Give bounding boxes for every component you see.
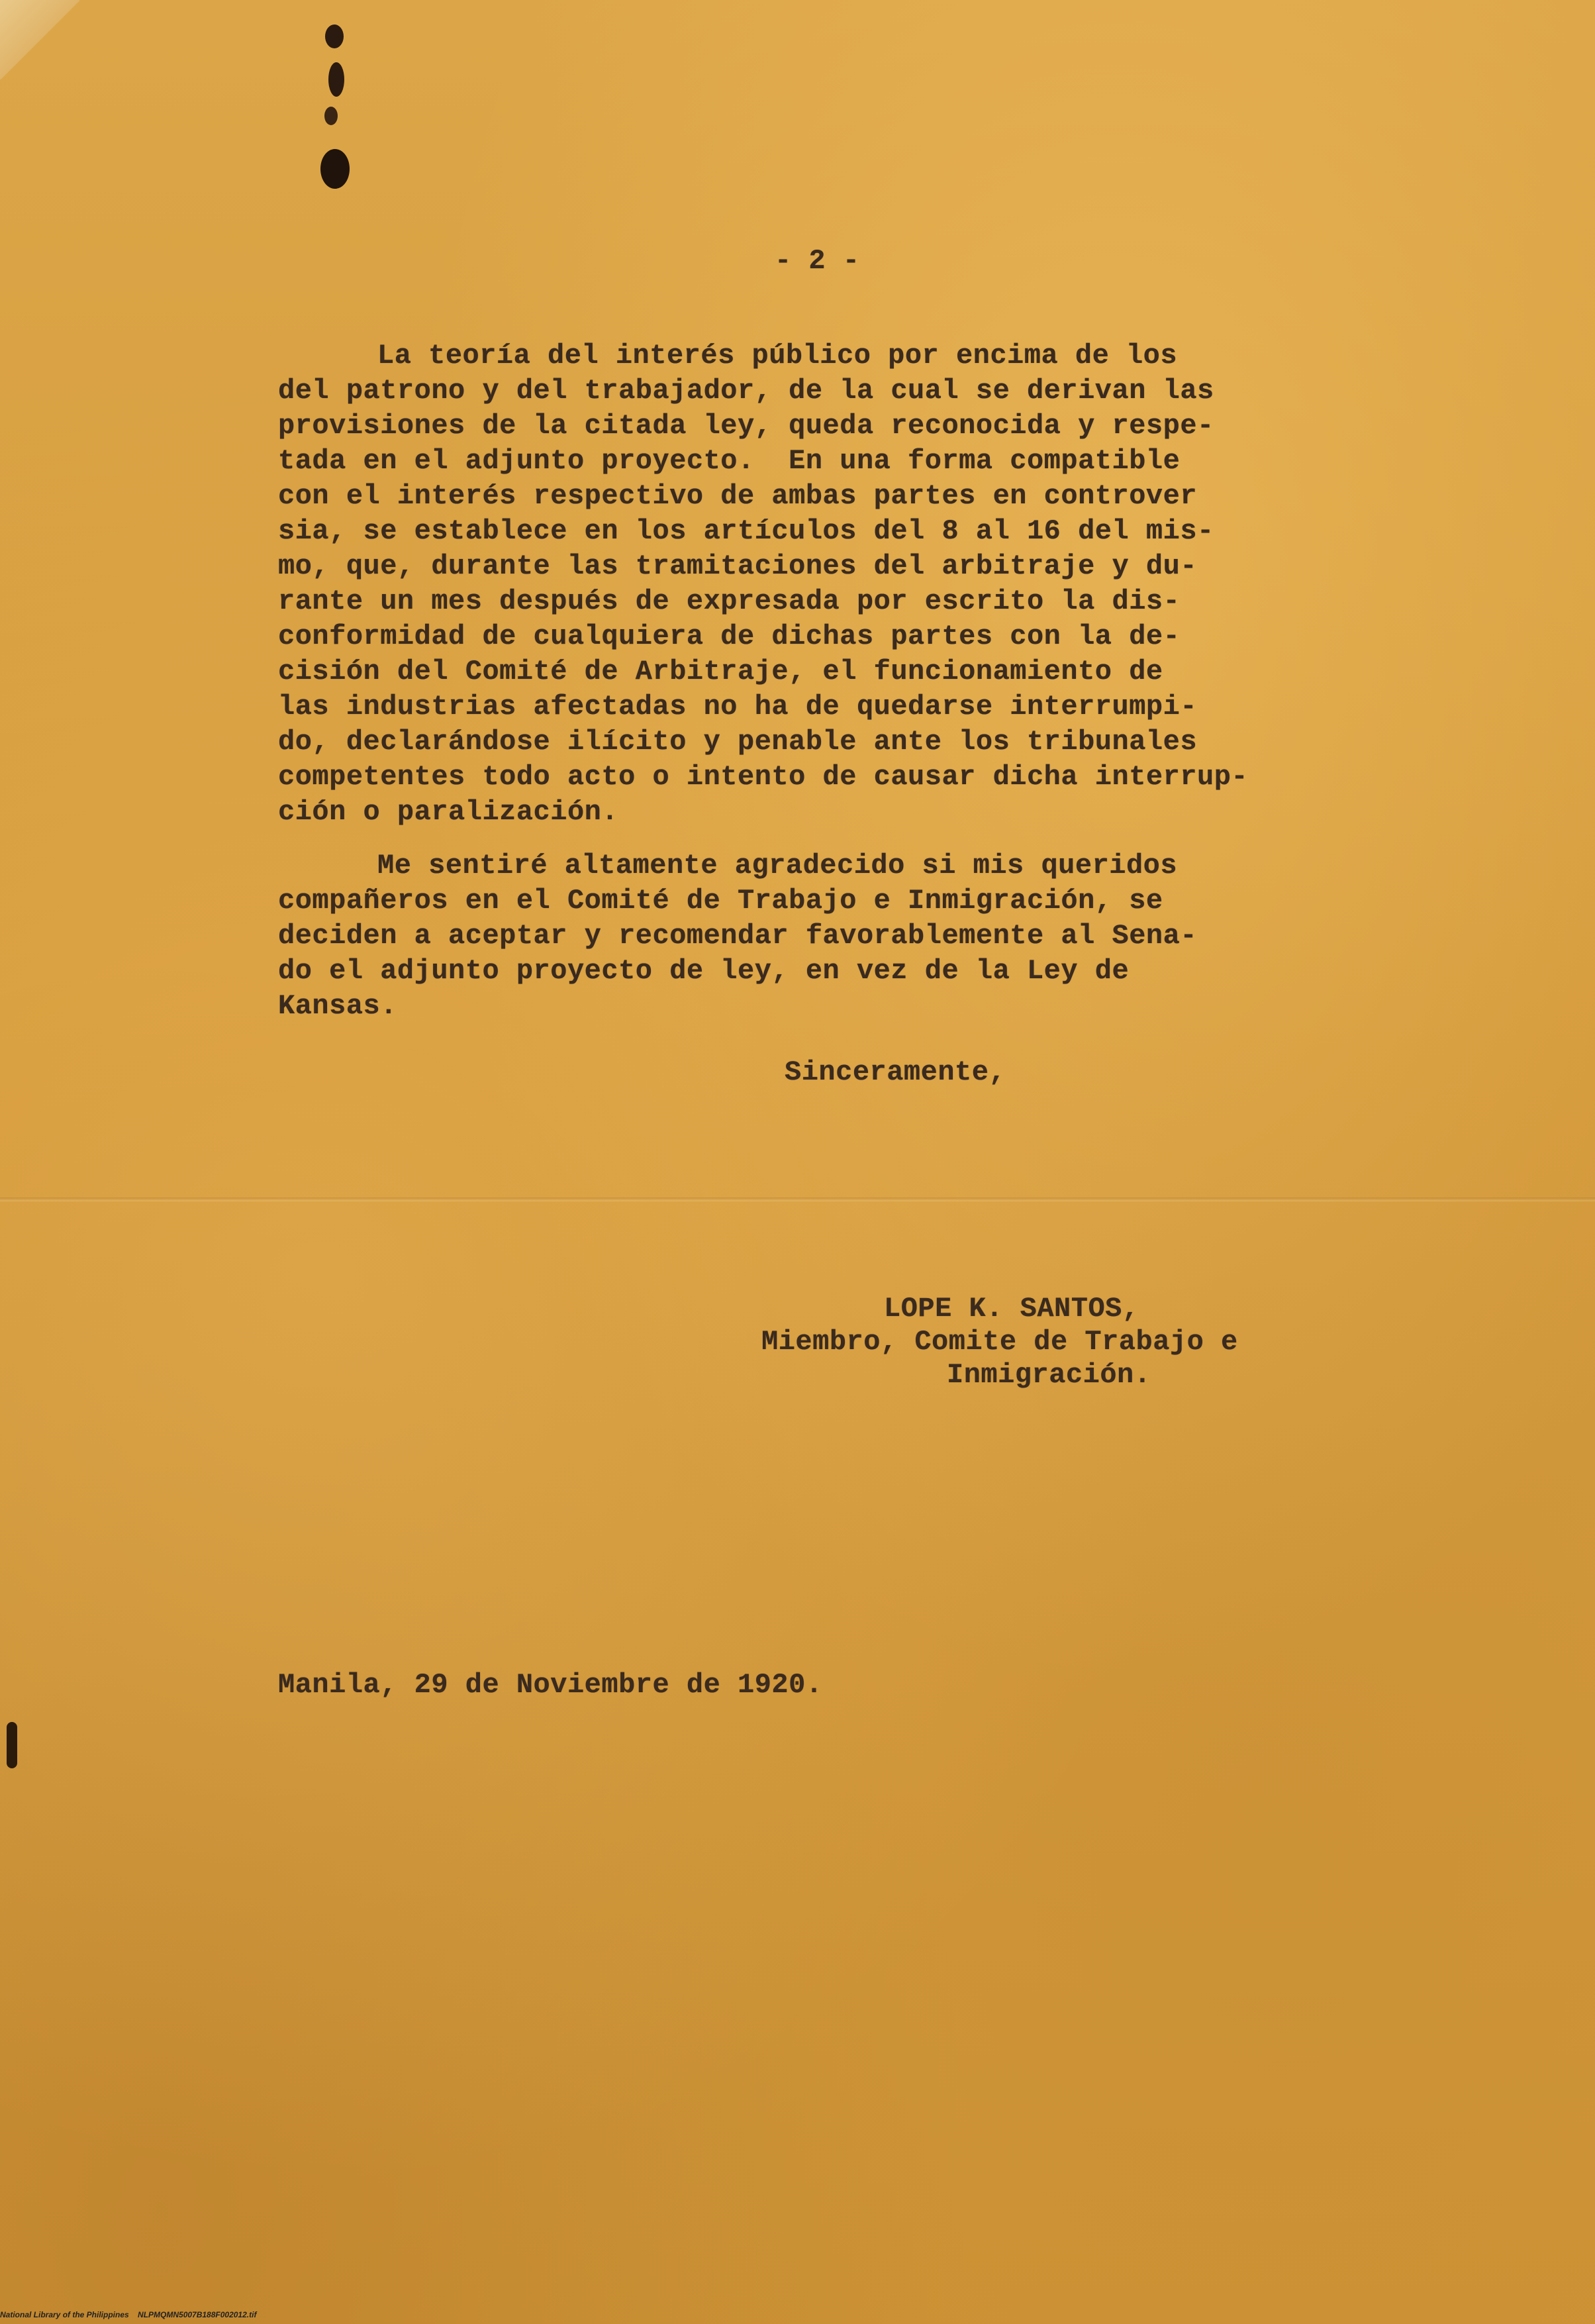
paragraph1-line: provisiones de la citada ley, queda reconocida y respe- [278,410,1214,442]
paragraph1-line: del patrono y del trabajador, de la cual se derivan las [278,375,1214,407]
paragraph1-line: competentes todo acto o intento de causar dicha interrup- [278,761,1249,793]
paragraph1-line: La teoría del interés público por encima de los [377,340,1178,372]
paragraph2-line: do el adjunto proyecto de ley, en vez de la Ley de [278,955,1130,987]
paragraph1-line: mo, que, durante las tramitaciones del arbitraje y du- [278,550,1198,582]
paper-fold-line [0,1197,1595,1201]
paragraph1-line: rante un mes después de expresada por escrito la dis- [278,585,1181,617]
paragraph2-line: deciden a aceptar y recomendar favorablemente al Sena- [278,920,1198,952]
closing: Sinceramente, [785,1056,1006,1088]
paragraph1-line: do, declarándose ilícito y penable ante los tribunales [278,726,1198,758]
paragraph1-line: con el interés respectivo de ambas partes en controver [278,480,1198,512]
paragraph1-line: las industrias afectadas no ha de quedarse interrumpi- [278,691,1198,723]
paragraph1-line: cisión del Comité de Arbitraje, el funcionamiento de [278,656,1163,687]
paragraph2-line: compañeros en el Comité de Trabajo e Inmigración, se [278,885,1163,917]
place-date: Manila, 29 de Noviembre de 1920. [278,1669,823,1701]
paragraph1-line: conformidad de cualquiera de dichas partes con la de- [278,621,1181,652]
page-number: - 2 - [775,245,860,277]
paragraph2-line: Kansas. [278,990,397,1022]
ink-stain [311,17,358,195]
signature-title: Miembro, Comite de Trabajo e [761,1326,1238,1358]
paragraph1-line: ción o paralización. [278,796,619,828]
signature-name: LOPE K. SANTOS, [884,1293,1139,1325]
edge-hole [7,1722,17,1768]
paragraph2-line: Me sentiré altamente agradecido si mis queridos [377,850,1178,882]
folded-corner [0,0,79,79]
archive-footer: National Library of the Philippines NLPMQMN5007B188F002012.tif [0,2310,257,2319]
signature-title-continued: Inmigración. [947,1359,1151,1391]
paragraph1-line: tada en el adjunto proyecto. En una forma compatible [278,445,1181,477]
paragraph1-line: sia, se establece en los artículos del 8 al 16 del mis- [278,515,1214,547]
